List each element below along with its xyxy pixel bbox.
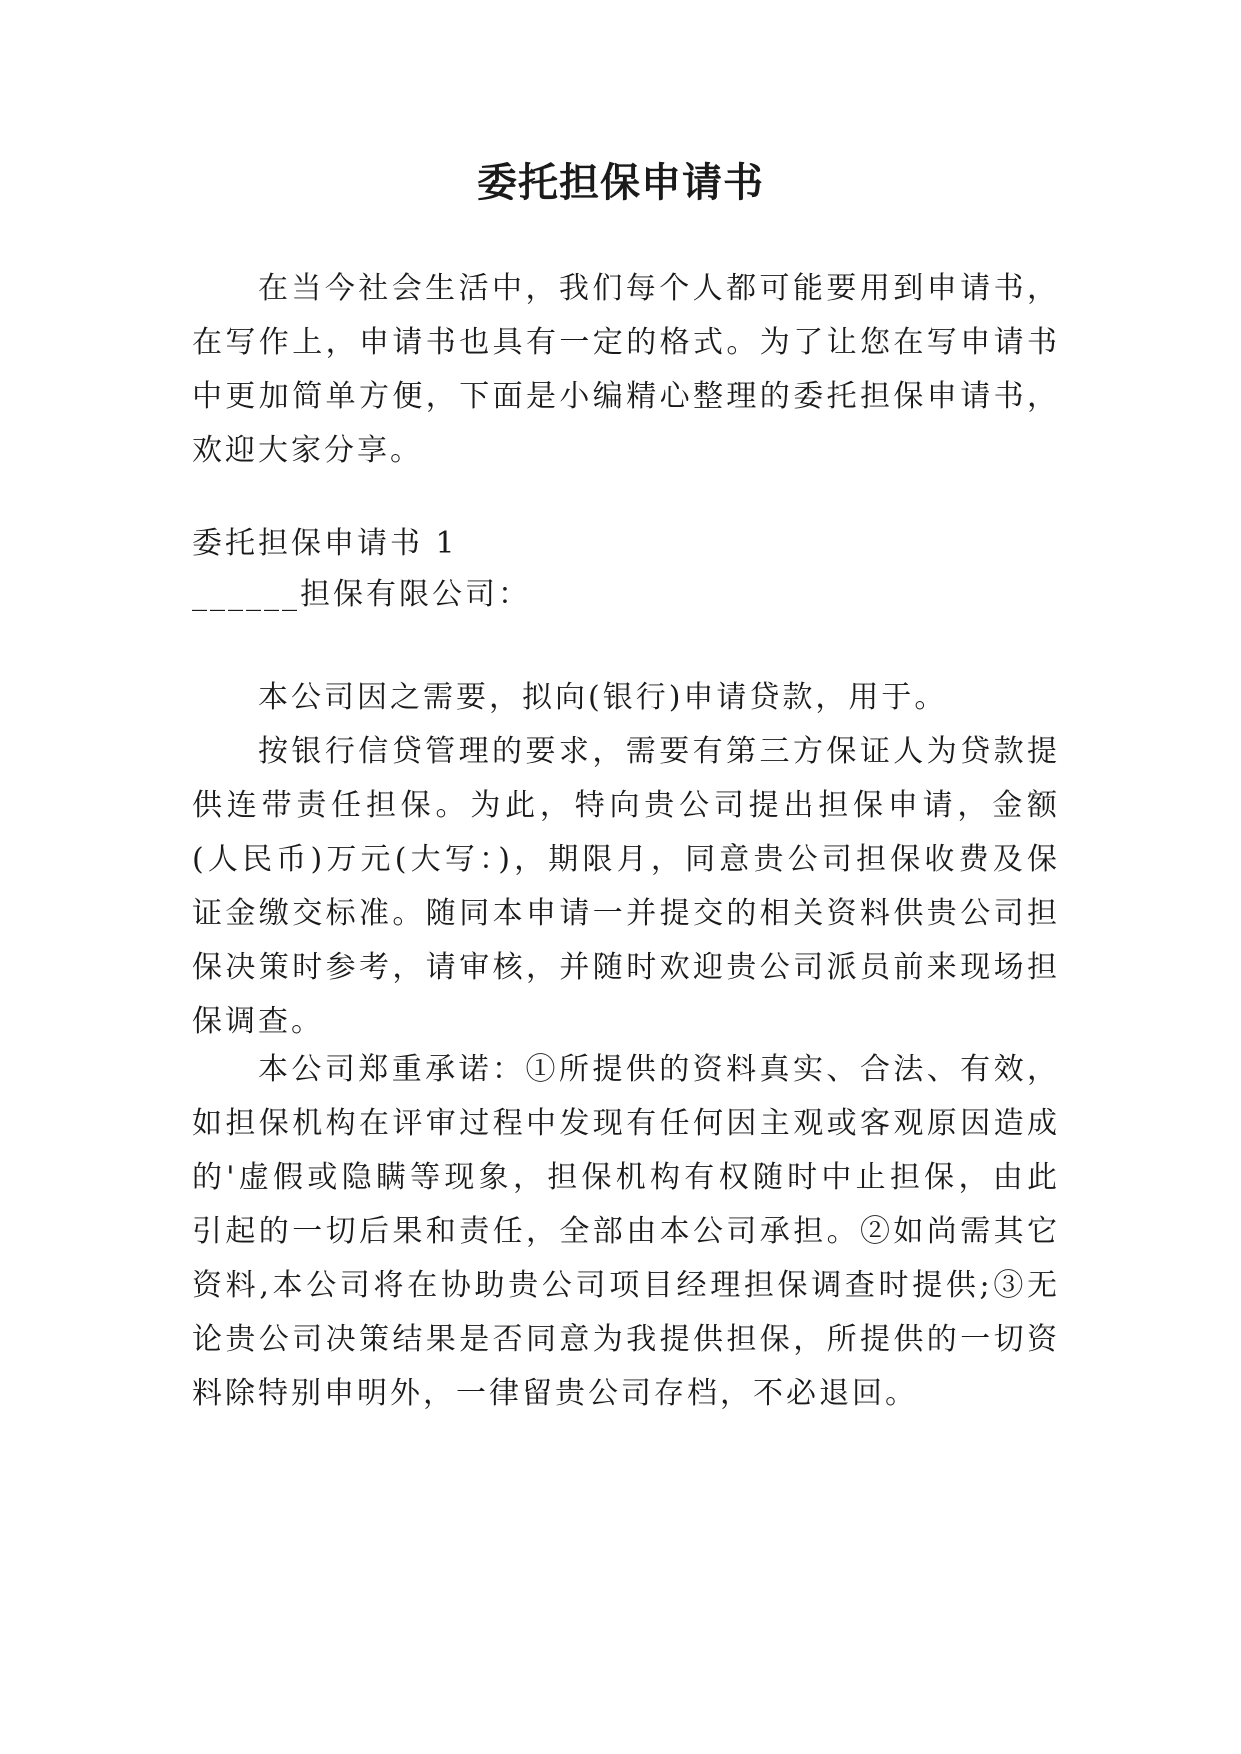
document-title: 委托担保申请书: [477, 159, 764, 206]
intro-paragraph: 在当今社会生活中，我们每个人都可能要用到申请书，在写作上，申请书也具有一定的格式。为了让您在写申请书中更加简单方便，下面是小编精心整理的委托担保申请书，欢迎大家分享。: [192, 271, 1060, 468]
paragraph-2: 按银行信贷管理的要求，需要有第三方保证人为贷款提供连带责任担保。为此，特向贵公司提出担保申请，金额(人民币)万元(大写：)，期限月，同意贵公司担保收费及保证金缴交标准。随同本申请一并提交的相关资料供贵公司担保决策时参考，请审核，并随时欢迎贵公司派员前来现场担保调查。: [192, 734, 1060, 1039]
section-heading: 委托担保申请书 1: [192, 526, 458, 561]
paragraph-3: 本公司郑重承诺：①所提供的资料真实、合法、有效，如担保机构在评审过程中发现有任何因主观或客观原因造成的'虚假或隐瞒等现象，担保机构有权随时中止担保，由此引起的一切后果和责任，全部由本公司承担。②如尚需其它资料,本公司将在协助贵公司项目经理担保调查时提供;③无论贵公司决策结果是否同意为我提供担保，所提供的一切资料除特别申明外，一律留贵公司存档，不必退回。: [192, 1052, 1060, 1411]
salutation: ______担保有限公司：: [192, 577, 531, 612]
paragraph-1: 本公司因之需要，拟向(银行)申请贷款，用于。: [258, 680, 948, 715]
